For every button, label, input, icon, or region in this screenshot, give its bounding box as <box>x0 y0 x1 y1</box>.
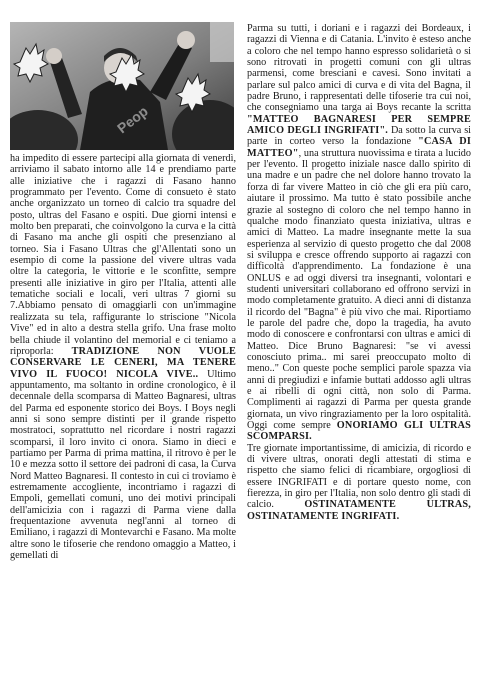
right-paragraph-1: Parma su tutti, i doriani e i ragazzi dei Bordeaux, i ragazzi di Vienna e di Catania. L'invito è esteso anche a coloro che nel tempo hanno espresso solidarietà o si sono ritrovati in progetti comuni con gli ultras parmensi, come bresciani e cavesi. Sono invitati a parlare sul palco amici di curva e di vita del Bagna, il padre Bruno, i rappresentati delle tifoserie tra cui noi, che consegniamo una targa ai Boys recante la scritta "MATTEO BAGNARESI PER SEMPRE AMICO DEGLI INGRIFATI". Da sotto la curva si parte in corteo verso la fondazione "CASA DI MATTEO", una struttura nuovissima e tirata a lucido per l'evento. Il progetto iniziale nasce dallo spirito di una madre e un padre che nel dolore hanno trovato la forza di far vivere Matteo in ciò che gli era più caro, aiutare il prossimo. Ma tutto è stato possibile anche grazie al sostegno di coloro che nel tempo hanno in qualche modo finanziato questa iniziativa, ultras e amici di Matteo. La madre insegnante mette la sua esperienza al servizio di questo progetto che dal 2008 si sviluppa e cresce offrendo supporto ai ragazzi con difficoltà d'apprendimento. La fondazione è una ONLUS e ad oggi diversi tra insegnanti, volontari e studenti universitari collaborano ed offrono servizi in modo completamente gratuito. A dieci anni di distanza il ricordo del "Bagna" è più vivo che mai. Riportiamo le parole del padre che, dopo la tragedia, ha avuto modo di conoscere e confrontarsi con ultras e amici di Matteo. Dice Bruno Bagnaresi: "se vi avessi conosciuto prima.. mi sarei preoccupato molto di meno.." Con queste poche semplici parole spazza via anni di pregiudizi e infamie buttati addosso agli ultras e ai ribelli di ogni città, non solo di Parma. Complimenti ai ragazzi di Parma per questa grande giornata, un vivo ringraziamento per la loro ospitalità. Oggi come sempre ONORIAMO GLI ULTRAS SCOMPARSI. <box>247 23 472 443</box>
right-text-column <box>247 23 471 522</box>
left-text-column <box>10 153 236 561</box>
event-photo <box>10 22 234 150</box>
photo-watermark: Peop <box>113 102 151 137</box>
final-motto: OSTINATAMENTE ULTRAS, OSTINATAMENTE INGRIFATI. <box>247 499 472 522</box>
right-paragraph-2: Tre giornate importantissime, di amicizia, di ricordo e di vivere ultras, onorati degli attestati di stima e rispetto che siamo felici di ricambiare, orgogliosi di essere INGRIFATI e di portare questo nome, con fierezza, in giro per l'Italia, non solo dentro gli stadi di calcio. OSTINATAMENTE ULTRAS, OSTINATAMENTE INGRIFATI. <box>247 442 472 522</box>
foundation-name: "CASA DI MATTEO" <box>247 136 471 159</box>
plaque-inscription: "MATTEO BAGNARESI PER SEMPRE AMICO DEGLI INGRIFATI". <box>247 113 471 137</box>
photo-illustration <box>10 22 234 150</box>
left-paragraph-1: ha impedito di essere partecipi alla giornata di venerdì, arriviamo il sabato intorno alle 14 e prendiamo parte alle iniziative che i ragazzi di Fasano hanno programmato per l'evento. Come di consueto è stato anche organizzato un torneo di calcio tra squadre del posto, ultras del Fasano e ospiti. Due giorni intensi e molto ben preparati, che coinvolgono la curva e la città di Fasano ma anche gli ospiti che presenziano al torneo. Sia i Fasano Ultras che gl'Allentati sono un esempio di come la passione del vivere ultras vada oltre la categoria, le vittorie e le sconfitte, sempre presenti alle iniziative in giro per l'Italia, attenti alle tematiche sociali e locali, veri ultras 7 giorni su 7.Abbiamo pensato di omaggiarli con un'immagine realizzata su tela, raffigurante lo striscione "Nicola Vive" ed in alto a destra stella grifo. Una frase molto bella chiude il volantino del memorial e ci teniamo a riproporla: TRADIZIONE NON VUOLE CONSERVARE LE CENERI, MA TENERE VIVO IL FUOCO! NICOLA VIVE.. Ultimo appuntamento, ma soltanto in ordine cronologico, è il decennale della scomparsa di Matteo Bagnaresi, ultras del Parma ed esponente storico dei Boys. I Boys negli anni si sono sempre distinti per il grande rispetto mostratoci, soprattutto nel ricordare i nostri ragazzi scomparsi, il loro invito ci onora. Siamo in dieci e partiamo per Parma di prima mattina, il ritrovo è per le 10 e mezza sotto il settore dei padroni di casa, la Curva Nord Matteo Bagnaresi. Il contesto in cui ci troviamo è estremamente accogliente, incontriamo i ragazzi di Empoli, gemellati comuni, uno dei motivi principali dell'amicizia con i ragazzi di Parma viene dalla frequentazione avvenuta negl'anni al torneo di Emiliano, i ragazzi di Montevarchi e Fasano. Ma molte altre sono le tifoserie che rendono omaggio a Matteo, i gemellati di <box>10 153 237 562</box>
memorial-quote: TRADIZIONE NON VUOLE CONSERVARE LE CENERI, MA TENERE VIVO IL FUOCO! NICOLA VIVE.. <box>10 345 236 380</box>
closing-caps: ONORIAMO GLI ULTRAS SCOMPARSI. <box>247 420 471 443</box>
